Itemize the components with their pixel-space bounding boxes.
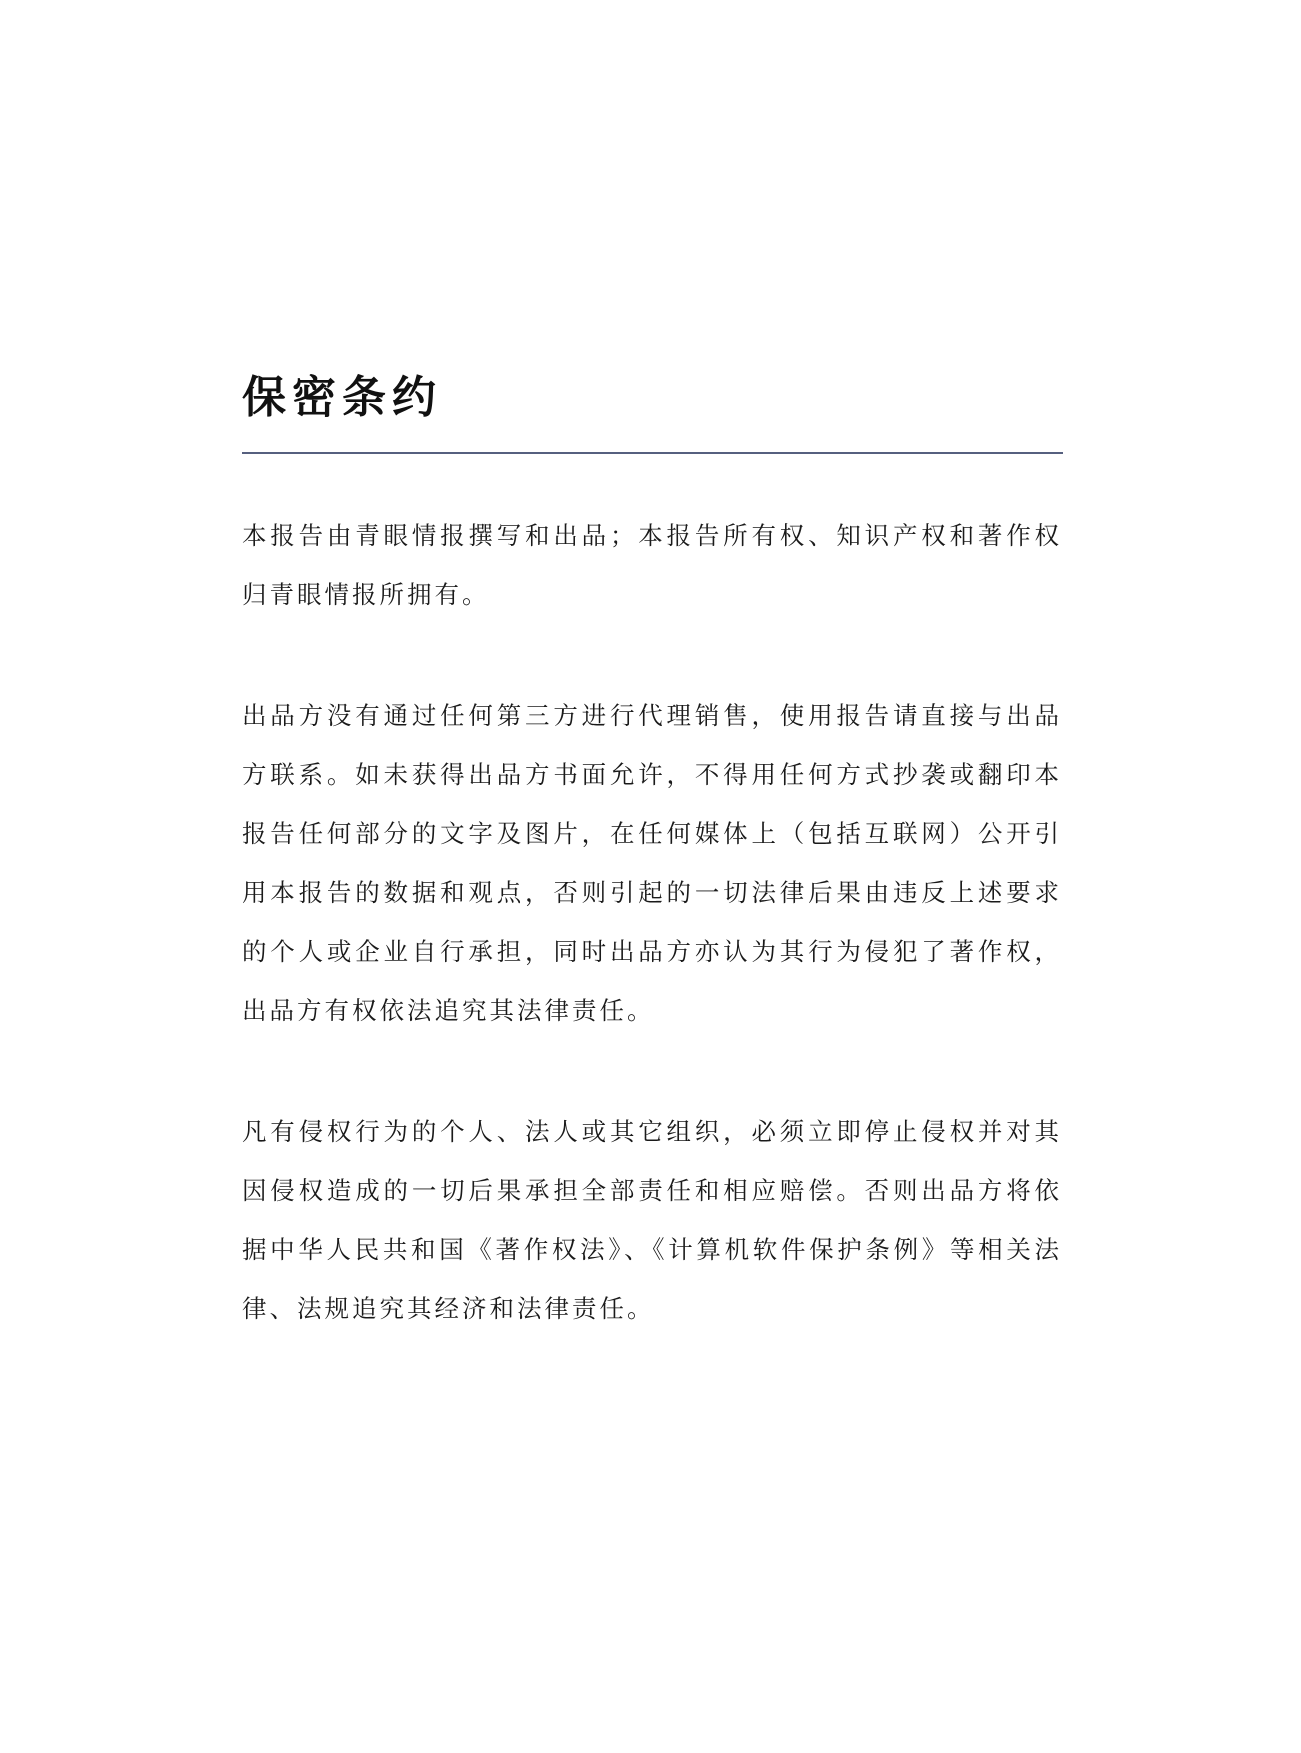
paragraph-infringement-liability: 凡有侵权行为的个人、法人或其它组织，必须立即停止侵权并对其因侵权造成的一切后果承担全部责任和相应赔偿。否则出品方将依据中华人民共和国《著作权法》、《计算机软件保护条例》等相关法律、法规追究其经济和法律责任。 bbox=[242, 1117, 1062, 1323]
confidentiality-section bbox=[242, 366, 1062, 1338]
paragraph-ownership: 本报告由青眼情报撰写和出品；本报告所有权、知识产权和著作权归青眼情报所拥有。 bbox=[242, 521, 1062, 609]
title-divider bbox=[242, 452, 1063, 454]
page-title: 保密条约 bbox=[242, 372, 442, 423]
paragraph-usage-restrictions: 出品方没有通过任何第三方进行代理销售，使用报告请直接与出品方联系。如未获得出品方书面允许，不得用任何方式抄袭或翻印本报告任何部分的文字及图片，在任何媒体上（包括互联网）公开引用本报告的数据和观点，否则引起的一切法律后果由违反上述要求的个人或企业自行承担，同时出品方亦认为其行为侵犯了著作权，出品方有权依法追究其法律责任。 bbox=[242, 701, 1062, 1025]
